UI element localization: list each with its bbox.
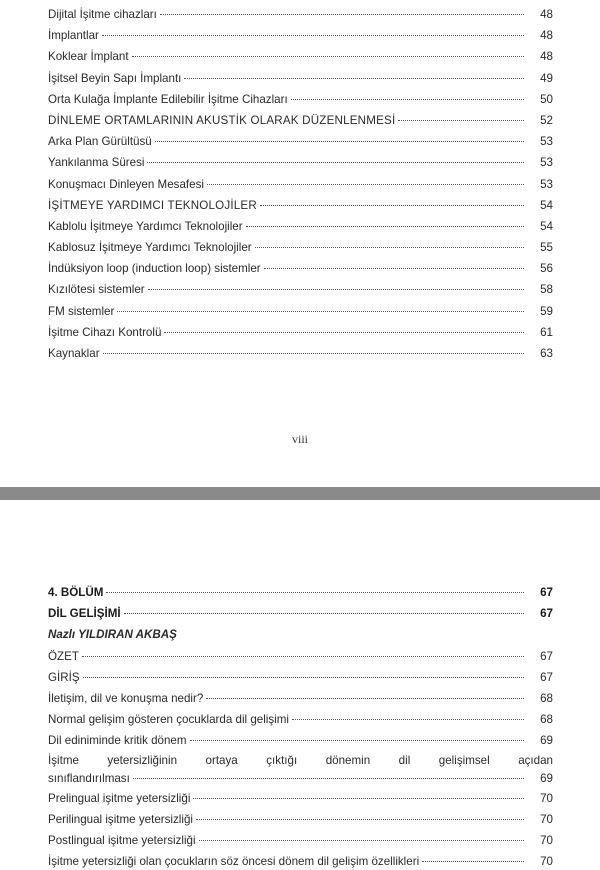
toc-entry-wrapped[interactable]	[48, 752, 553, 788]
toc-entry[interactable]	[48, 343, 553, 364]
toc-entry-page: 68	[540, 691, 553, 705]
toc-entry-page: 58	[540, 283, 553, 297]
toc-entry-page: 70	[540, 855, 553, 869]
toc-entry-page: 53	[540, 135, 553, 149]
toc-entry[interactable]	[48, 110, 553, 131]
chapter-author: Nazlı YILDIRAN AKBAŞ	[48, 628, 177, 642]
toc-entry[interactable]	[48, 216, 553, 237]
toc-page-bottom	[0, 500, 600, 870]
toc-entry[interactable]	[48, 258, 553, 279]
toc-entry-page: 59	[540, 304, 553, 318]
dot-leader	[102, 34, 524, 36]
toc-entry-word: çıktığı	[266, 753, 298, 767]
page-separator	[0, 487, 600, 500]
toc-entry-label: İŞİTMEYE YARDIMCI TEKNOLOJİLER	[48, 198, 257, 212]
toc-entry[interactable]	[48, 68, 553, 89]
toc-entry-label-line1	[48, 752, 553, 770]
toc-entry[interactable]	[48, 709, 553, 730]
dot-leader	[422, 860, 524, 862]
toc-entry-page: 50	[540, 92, 553, 106]
dot-leader	[199, 839, 524, 841]
toc-entry-label: İmplantlar	[48, 29, 99, 43]
dot-leader	[260, 204, 524, 206]
toc-entry-label: 4. BÖLÜM	[48, 586, 104, 599]
toc-entry-word: ortaya	[205, 753, 238, 767]
toc-entry[interactable]	[48, 788, 553, 809]
toc-entry-page: 70	[540, 812, 553, 826]
toc-entry[interactable]	[48, 152, 553, 173]
dot-leader	[106, 591, 524, 593]
dot-leader	[132, 55, 524, 57]
toc-entry-label: Postlingual işitme yetersizliği	[48, 833, 196, 847]
toc-entry[interactable]	[48, 322, 553, 343]
toc-entry-page: 54	[540, 198, 553, 212]
toc-entry-word: dönemin	[325, 753, 371, 767]
toc-entry-label: sınıflandırılması	[48, 771, 130, 785]
toc-entry-page: 55	[540, 241, 553, 255]
dot-leader	[292, 718, 524, 720]
toc-entry-label: İndüksiyon loop (induction loop) sistemler	[48, 262, 261, 276]
toc-entry-page: 70	[540, 833, 553, 847]
toc-entry[interactable]	[48, 25, 553, 46]
toc-entry-page: 61	[540, 325, 553, 339]
toc-entry-label: Kablosuz İşitmeye Yardımcı Teknolojiler	[48, 241, 252, 255]
dot-leader	[255, 246, 524, 248]
dot-leader	[264, 267, 524, 269]
dot-leader	[246, 225, 524, 227]
toc-entry[interactable]	[48, 830, 553, 851]
dot-leader	[206, 697, 524, 699]
toc-entry-page: 48	[540, 8, 553, 21]
toc-entry-label: ÖZET	[48, 649, 79, 663]
dot-leader	[196, 818, 524, 820]
toc-chapter-title-entry[interactable]	[48, 603, 553, 624]
toc-entry[interactable]	[48, 131, 553, 152]
toc-entry[interactable]	[48, 4, 553, 25]
dot-leader	[164, 331, 524, 333]
toc-entry-label: Kaynaklar	[48, 347, 100, 360]
dot-leader	[83, 676, 524, 678]
toc-entry-word: İşitme	[48, 753, 79, 767]
toc-entry-page: 49	[540, 71, 553, 85]
toc-entry-page: 48	[540, 29, 553, 43]
toc-entry[interactable]	[48, 89, 553, 110]
toc-chapter-entry[interactable]	[48, 582, 553, 603]
toc-entry-word: dil	[398, 753, 411, 767]
dot-leader	[193, 797, 524, 799]
toc-entry[interactable]	[48, 646, 553, 667]
dot-leader	[82, 655, 524, 657]
toc-entry-label-line2	[48, 770, 553, 788]
toc-entry-label: Dijital İşitme cihazları	[48, 8, 157, 21]
toc-list-bottom	[48, 582, 553, 870]
dot-leader	[207, 183, 524, 185]
dot-leader	[291, 98, 524, 100]
toc-entry-label: İşitme yetersizliği olan çocukların söz öncesi dönem dil gelişim özellikleri	[48, 855, 420, 869]
dot-leader	[103, 352, 524, 354]
dot-leader	[124, 612, 524, 614]
toc-entry-label: Yankılanma Süresi	[48, 156, 145, 170]
toc-entry-word: açıdan	[518, 753, 553, 767]
toc-entry[interactable]	[48, 174, 553, 195]
toc-entry[interactable]	[48, 688, 553, 709]
toc-entry-label: Koklear İmplant	[48, 50, 129, 64]
toc-entry-label: DİL GELİŞİMİ	[48, 607, 121, 621]
dot-leader	[133, 777, 524, 779]
toc-entry-label: FM sistemler	[48, 304, 115, 318]
toc-entry-page: 56	[540, 262, 553, 276]
toc-entry-label: Prelingual işitme yetersizliği	[48, 791, 191, 805]
toc-entry-page: 48	[540, 50, 553, 64]
toc-entry-label: İletişim, dil ve konuşma nedir?	[48, 691, 204, 705]
toc-entry-word: yetersizliğinin	[107, 753, 178, 767]
toc-entry-page: 63	[540, 347, 553, 360]
toc-entry-word: gelişimsel	[438, 753, 490, 767]
toc-entry-label: DİNLEME ORTAMLARININ AKUSTİK OLARAK DÜZENLENMESİ	[48, 113, 396, 127]
page-number: viii	[291, 432, 308, 446]
toc-entry-label: Kablolu İşitmeye Yardımcı Teknolojiler	[48, 219, 243, 233]
toc-entry-label: Perilingual işitme yetersizliği	[48, 812, 193, 826]
toc-entry-page: 69	[540, 734, 553, 748]
toc-entry-page: 70	[540, 791, 553, 805]
toc-entry[interactable]	[48, 46, 553, 67]
toc-entry-label: Dil ediniminde kritik dönem	[48, 734, 187, 748]
toc-entry[interactable]	[48, 301, 553, 322]
toc-entry-label: Normal gelişim gösteren çocuklarda dil gelişimi	[48, 713, 289, 727]
toc-entry-label: Konuşmacı Dinleyen Mesafesi	[48, 177, 204, 191]
dot-leader	[155, 140, 524, 142]
toc-entry[interactable]	[48, 809, 553, 830]
dot-leader	[117, 310, 524, 312]
dot-leader	[160, 13, 524, 15]
toc-entry-page: 68	[540, 713, 553, 727]
dot-leader	[147, 161, 524, 163]
toc-entry-page: 67	[540, 670, 553, 684]
toc-entry-label: GİRİŞ	[48, 670, 80, 684]
toc-list-top	[48, 4, 553, 364]
toc-entry-page: 53	[540, 156, 553, 170]
toc-entry-page: 69	[540, 771, 553, 785]
toc-entry-page: 67	[540, 607, 553, 621]
toc-entry[interactable]	[48, 730, 553, 751]
toc-entry[interactable]	[48, 237, 553, 258]
toc-entry[interactable]	[48, 195, 553, 216]
toc-entry-page: 54	[540, 219, 553, 233]
toc-entry-label: Arka Plan Gürültüsü	[48, 135, 152, 149]
toc-entry-label: Kızılötesi sistemler	[48, 283, 145, 297]
toc-entry[interactable]	[48, 851, 553, 870]
dot-leader	[148, 288, 524, 290]
dot-leader	[184, 77, 524, 79]
toc-entry-page: 53	[540, 177, 553, 191]
toc-entry-label: İşitsel Beyin Sapı İmplantı	[48, 71, 182, 85]
toc-entry-label: İşitme Cihazı Kontrolü	[48, 325, 162, 339]
toc-entry-page: 52	[540, 113, 553, 127]
dot-leader	[398, 119, 524, 121]
toc-entry[interactable]	[48, 279, 553, 300]
toc-entry-page: 67	[540, 649, 553, 663]
toc-entry-label: Orta Kulağa İmplante Edilebilir İşitme Cihazları	[48, 92, 288, 106]
dot-leader	[190, 739, 524, 741]
toc-entry-page: 67	[540, 586, 553, 599]
toc-entry[interactable]	[48, 667, 553, 688]
